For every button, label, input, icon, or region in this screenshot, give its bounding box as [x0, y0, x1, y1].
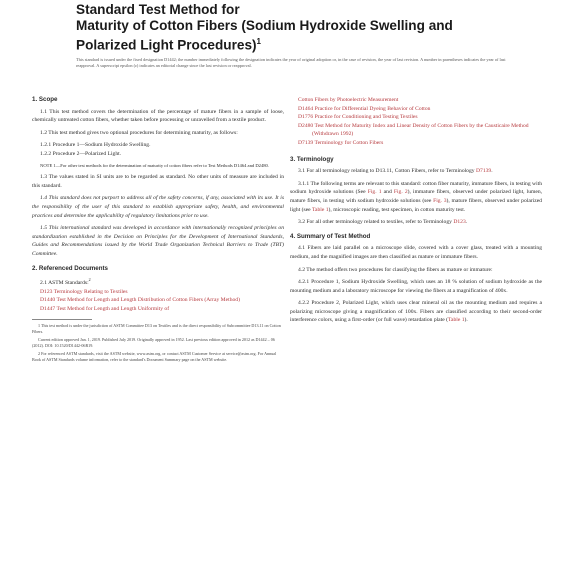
footnote-marker-2: 2 [88, 277, 91, 283]
footnote-2: 2 For referenced ASTM standards, visit the ASTM website, www.astm.org, or contact ASTM Customer Service at service@astm.org. For Annual Book of ASTM Standards volume information, refer to the standard's Document Summary page on the ASTM website. [32, 351, 277, 363]
paragraph-1-2-1: 1.2.1 Procedure 1—Sodium Hydroxide Swelling. [40, 142, 151, 149]
reference-title[interactable]: Test Method for Length and Length Distribution of Cotton Fibers (Array Method) [56, 297, 240, 304]
reference-link[interactable]: D1447 [40, 305, 56, 312]
reference-item [32, 288, 284, 297]
document-title [76, 2, 516, 54]
paragraph-1-5: 1.5 This international standard was developed in accordance with internationally recognized principles on standardization established in the Decision on Principles for the Development of International Standards, Guides and Recommendations issued by the World Trade Organization Technical Barriers to Trade (TBT) Committee. [32, 225, 284, 257]
reference-title[interactable]: Terminology for Cotton Fibers [314, 139, 384, 146]
reference-item [290, 122, 542, 139]
reference-title[interactable]: Test Method for Maturity Index and Linear Density of Cotton Fibers by the Causticaire Method (Withdrawn 1992) [312, 122, 529, 138]
section-heading-terminology: 3. Terminology [290, 155, 334, 163]
paragraph-4-2-1: 4.2.1 Procedure 1, Sodium Hydroxide Swelling, which uses an 18 % solution of sodium hydroxide as the mounting medium and a laboratory microscope for viewing the fibers at a magnification of 400x. [290, 279, 542, 294]
reference-title[interactable]: Test Method for Length and Length Uniformity of [56, 305, 170, 312]
paragraph-1-4: 1.4 This standard does not purport to address all of the safety concerns, if any, associated with its use. It is the responsibility of the user of this standard to establish appropriate safety, health, and environmental practices and determine the applicability of regulatory limitations prior to use. [32, 195, 284, 219]
reference-title[interactable]: Practice for Differential Dyeing Behavior of Cotton [314, 105, 431, 112]
paragraph-2-1 [32, 276, 284, 287]
reference-link[interactable]: D1464 [298, 105, 314, 112]
reference-item [290, 105, 542, 114]
table-1-link[interactable]: Table 1 [447, 317, 465, 324]
figure-2-link[interactable]: Fig. 2 [393, 189, 408, 196]
title-line-1: Standard Test Method for [76, 2, 240, 17]
section-heading-summary: 4. Summary of Test Method [290, 232, 371, 240]
reference-item [32, 305, 284, 314]
designation-note: This standard is issued under the fixed designation D1442; the number immediately following the designation indicates the year of original adoption or, in the case of revision, the year of last revision. A number in parentheses indicates the year of last reapproval. A superscript epsilon (ε) indicates an editorial change since the last revision or reapproval. [76, 57, 506, 69]
paragraph-3-1-1: 3.1.1 The following terms are relevant to this standard: cotton fiber maturity, immature fibers, in testing with sodium hydroxide solutions (See Fig. 1 and Fig. 2), immature fibers, observed under polarized light, lumen, mature fibers, in testing with sodium hydroxide solutions (see Fig. 3), mature fibers, observed under polarized light (see Table 1), microscopic reading, test specimen, in cotton maturity test. [290, 180, 543, 213]
table-1-link[interactable]: Table 1 [311, 206, 329, 213]
reference-link[interactable]: D1776 [298, 114, 314, 121]
reference-title[interactable]: Terminology Relating to Textiles [53, 288, 128, 295]
paragraph-4-2: 4.2 The method offers two procedures for classifying the fibers as mature or immature: [298, 266, 493, 273]
paragraph-1-1: 1.1 This test method covers the determination of the percentage of mature fibers in a sample of loose, chemically untreated cotton fibers, whether taken before processing or unravelled from a textile product. [32, 108, 284, 124]
paragraph-1-2: 1.2 This test method gives two optional procedures for determining maturity, as follows: [40, 129, 238, 136]
reference-title[interactable]: Practice for Conditioning and Testing Textiles [314, 114, 418, 121]
right-column [290, 96, 542, 329]
footnote-1: 1 This test method is under the jurisdiction of ASTM Committee D13 on Textiles and is the direct responsibility of Subcommittee D13.11 on Cotton Fibers. [32, 323, 281, 335]
paragraph-3-1: 3.1 For all terminology relating to D13.11, Cotton Fibers, refer to Terminology D7139. [298, 168, 493, 175]
reference-link[interactable]: D7139 [298, 139, 314, 146]
reference-link[interactable]: D1440 [40, 297, 56, 304]
reference-link[interactable]: D2480 [298, 122, 314, 129]
footnote-1b: Current edition approved Jan. 1, 2019. Published July 2019. Originally approved in 1952. Last previous edition approved in 2012 as D1442 – 06 (2012). DOI: 10.1520/D1442-06R19. [32, 337, 275, 349]
reference-item [290, 96, 542, 105]
reference-link[interactable]: D123 [40, 288, 53, 295]
figure-3-link[interactable]: Fig. 3 [433, 197, 447, 204]
title-footnote-marker: 1 [256, 37, 261, 46]
paragraph-4-1: 4.1 Fibers are laid parallel on a microscope slide, covered with a cover glass, treated with a mounting medium, and the magnified images are then classified as mature or immature fibers. [290, 245, 542, 260]
paragraph-1-3: 1.3 The values stated in SI units are to be regarded as standard. No other units of measure are included in this standard. [32, 174, 284, 189]
reference-item [290, 139, 542, 148]
left-column [32, 96, 284, 365]
terminology-link[interactable]: D123 [453, 219, 466, 226]
reference-item [290, 113, 542, 122]
title-line-2: Maturity of Cotton Fibers (Sodium Hydroxide Swelling and Polarized Light Procedures) [76, 18, 453, 53]
astm-standards-label: 2.1 ASTM Standards: [40, 279, 89, 286]
terminology-link[interactable]: D7139 [475, 168, 492, 175]
paragraph-4-2-2: 4.2.2 Procedure 2, Polarized Light, which uses clear mineral oil as the mounting medium and requires a polarizing microscope giving a magnification of 100x. Fibers are classified according to their second-order interference colors, using a first-order (or full wave) retardation plate (Table 1). [290, 300, 542, 324]
section-heading-referenced-documents: 2. Referenced Documents [32, 264, 108, 272]
paragraph-3-2: 3.2 For all other terminology related to textiles, refer to Terminology D123. [298, 219, 468, 226]
figure-1-link[interactable]: Fig. 1 [367, 189, 382, 196]
footnote-divider [32, 319, 92, 320]
reference-item [32, 296, 284, 305]
note-1: NOTE 1—For other test methods for the determination of maturity of cotton fibers refer to Test Methods D1464 and D2480. [40, 162, 269, 168]
reference-title[interactable]: Cotton Fibers by Photoelectric Measurement [298, 97, 399, 103]
paragraph-1-2-2: 1.2.2 Procedure 2—Polarized Light. [40, 150, 122, 157]
section-heading-scope: 1. Scope [32, 96, 58, 103]
